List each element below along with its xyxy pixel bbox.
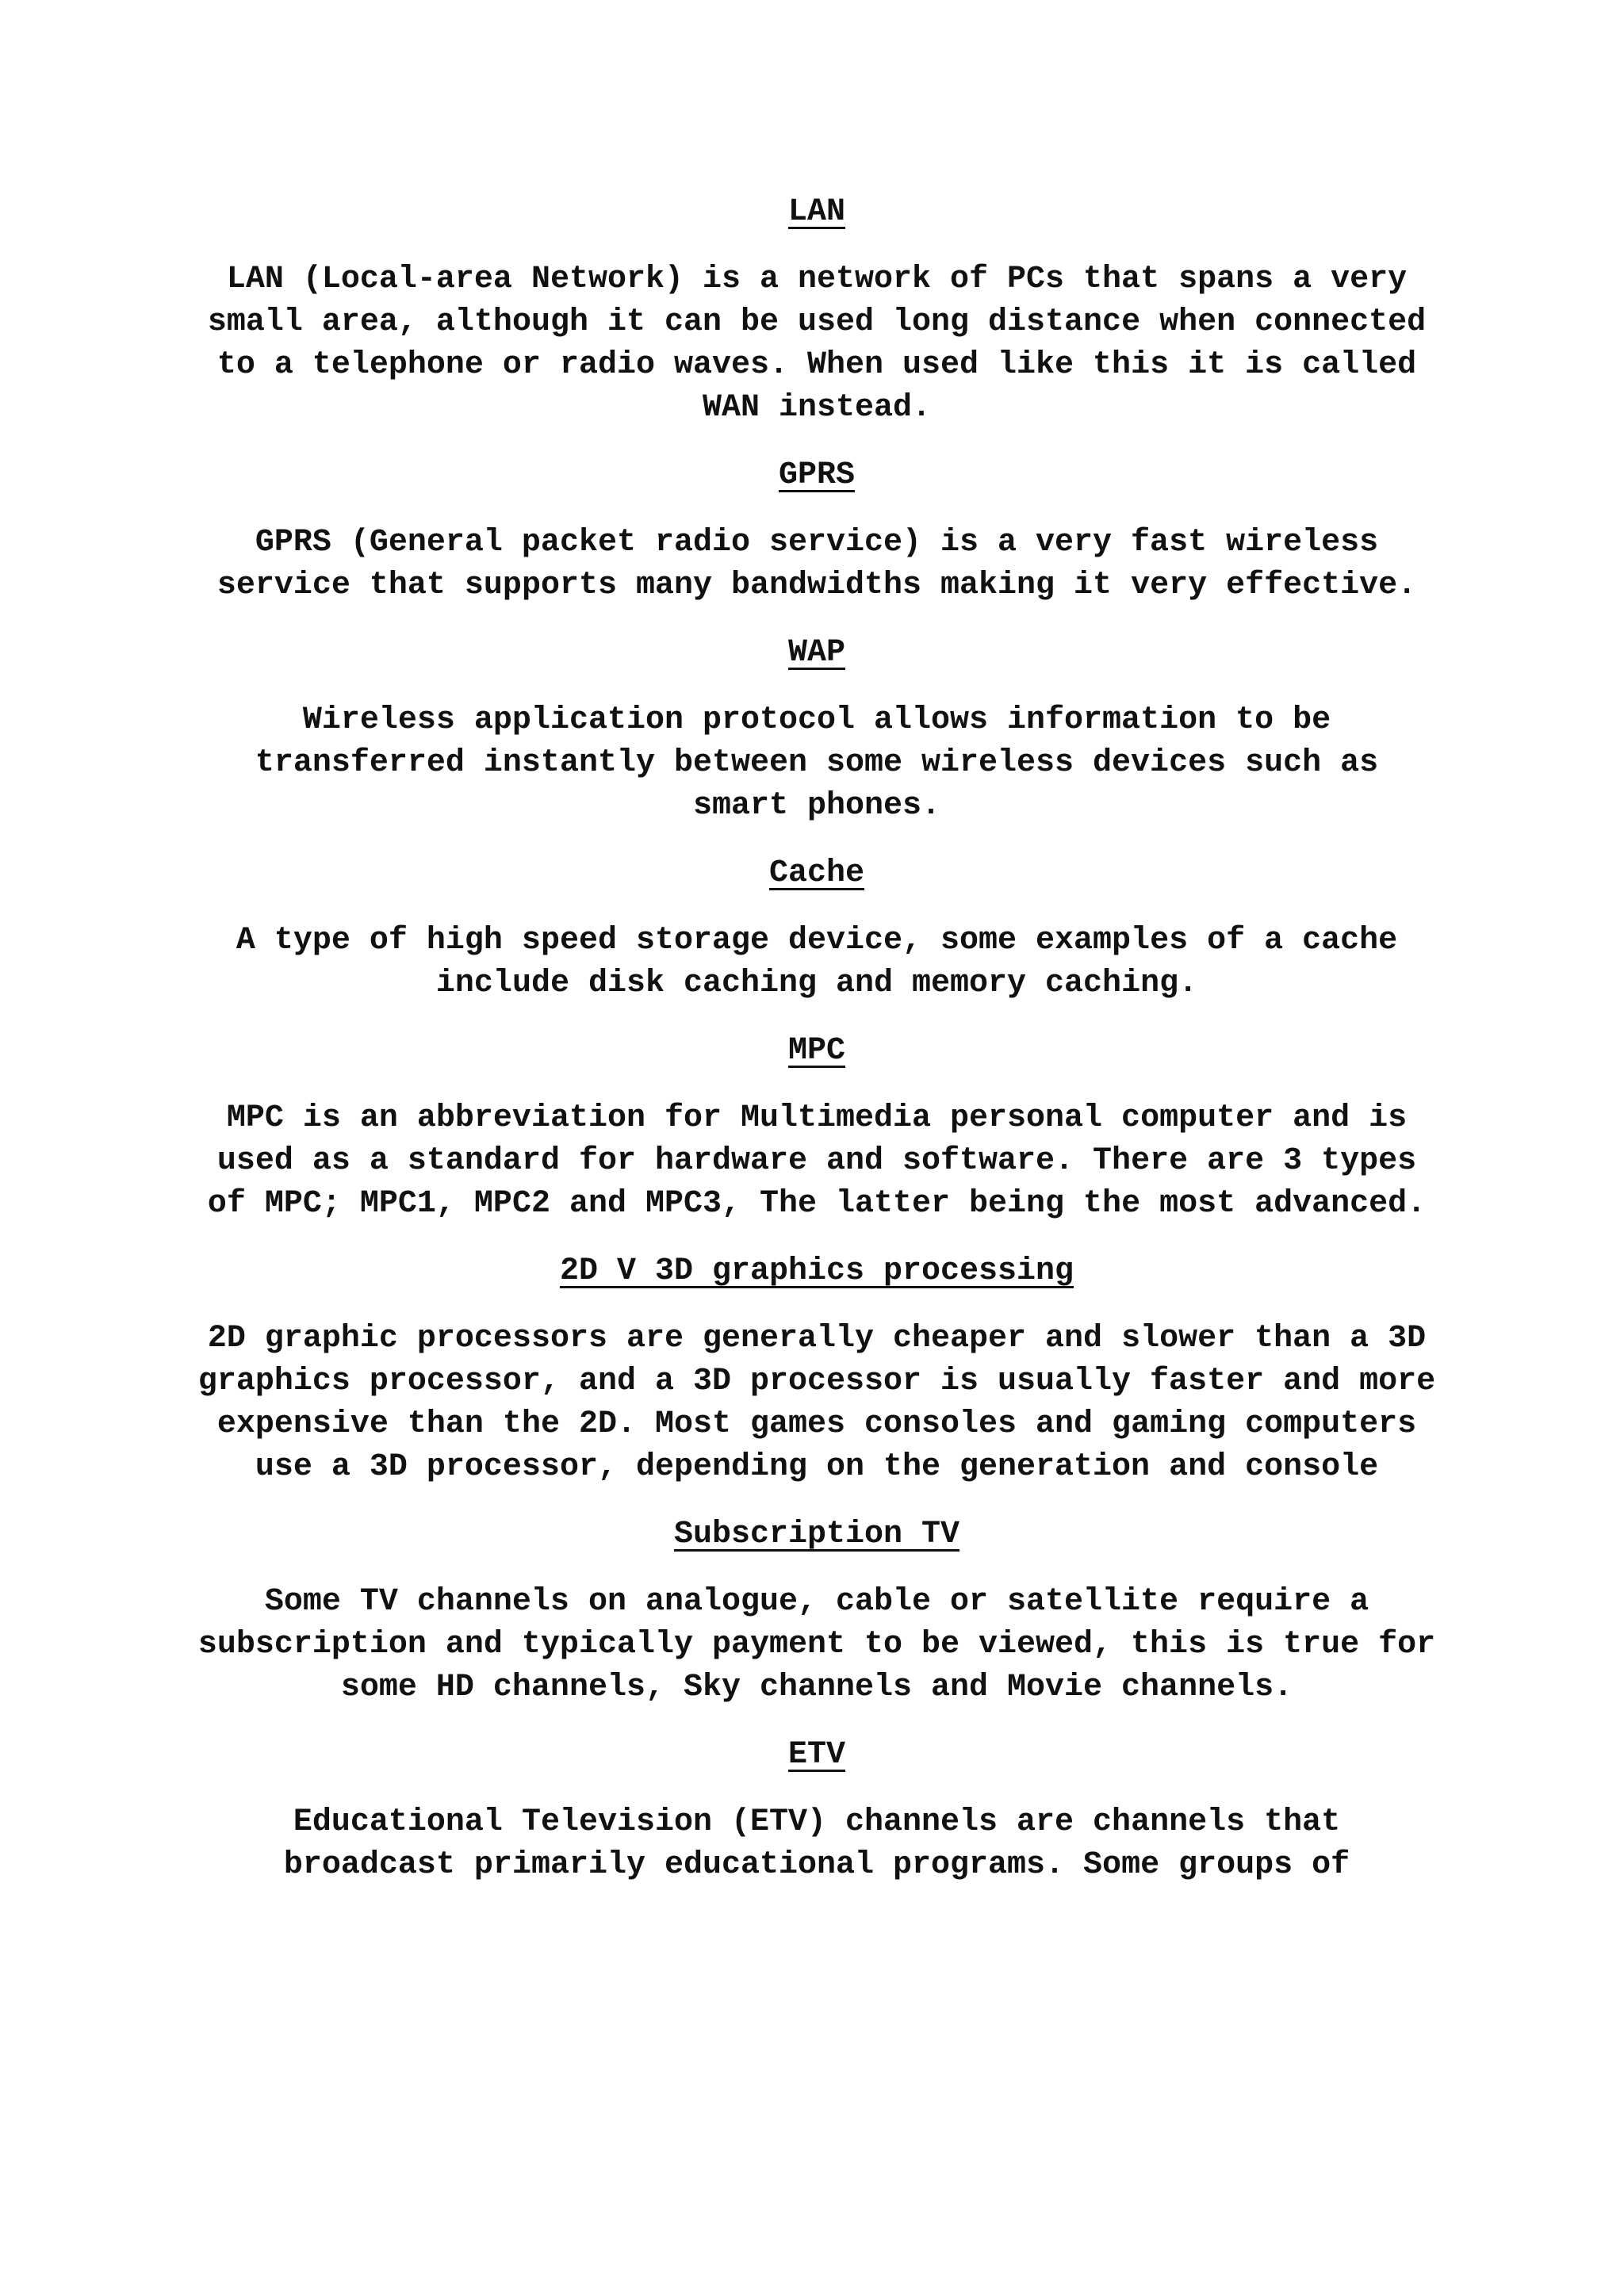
section-heading: Cache xyxy=(768,855,865,891)
section-body: LAN (Local-area Network) is a network of PCs that spans a very small area, although it can be used long distance when connected to a telephone or radio waves. When used like this it is called WAN instead. xyxy=(207,262,1427,426)
section-mpc xyxy=(182,1029,1451,1226)
section-body: 2D graphic processors are generally cheaper and slower than a 3D graphics processor, and a 3D processor is usually faster and more expensive than the 2D. Most games consoles and gaming computers use a 3D processor, depending on the generation and console xyxy=(197,1321,1436,1485)
section-cache xyxy=(182,851,1451,1005)
section-body: GPRS (General packet radio service) is a very fast wireless service that supports many bandwidths making it very effective. xyxy=(216,525,1417,603)
section-heading: ETV xyxy=(787,1737,845,1773)
section-lan xyxy=(182,190,1451,430)
section-wap xyxy=(182,631,1451,828)
section-body: Some TV channels on analogue, cable or satellite require a subscription and typically payment to be viewed, this is true for some HD channels, Sky channels and Movie channels. xyxy=(197,1584,1436,1705)
section-body: Educational Television (ETV) channels are channels that broadcast primarily educational programs. Some groups of xyxy=(283,1804,1350,1883)
section-graphics-processing xyxy=(182,1249,1451,1489)
section-body: MPC is an abbreviation for Multimedia personal computer and is used as a standard for hardware and software. There are 3 types of MPC; MPC1, MPC2 and MPC3, The latter being the most advanced. xyxy=(207,1100,1427,1222)
section-body: Wireless application protocol allows information to be transferred instantly between some wireless devices such as smart phones. xyxy=(255,702,1379,824)
document-page xyxy=(182,190,1451,1911)
section-etv xyxy=(182,1733,1451,1887)
section-body: A type of high speed storage device, some examples of a cache include disk caching and memory caching. xyxy=(236,923,1398,1001)
section-heading: WAP xyxy=(787,635,845,671)
section-subscription-tv xyxy=(182,1513,1451,1709)
section-heading: Subscription TV xyxy=(673,1517,960,1552)
section-gprs xyxy=(182,453,1451,607)
section-heading: 2D V 3D graphics processing xyxy=(559,1253,1074,1289)
section-heading: MPC xyxy=(787,1033,845,1069)
section-heading: GPRS xyxy=(778,457,855,493)
section-heading: LAN xyxy=(787,194,845,230)
